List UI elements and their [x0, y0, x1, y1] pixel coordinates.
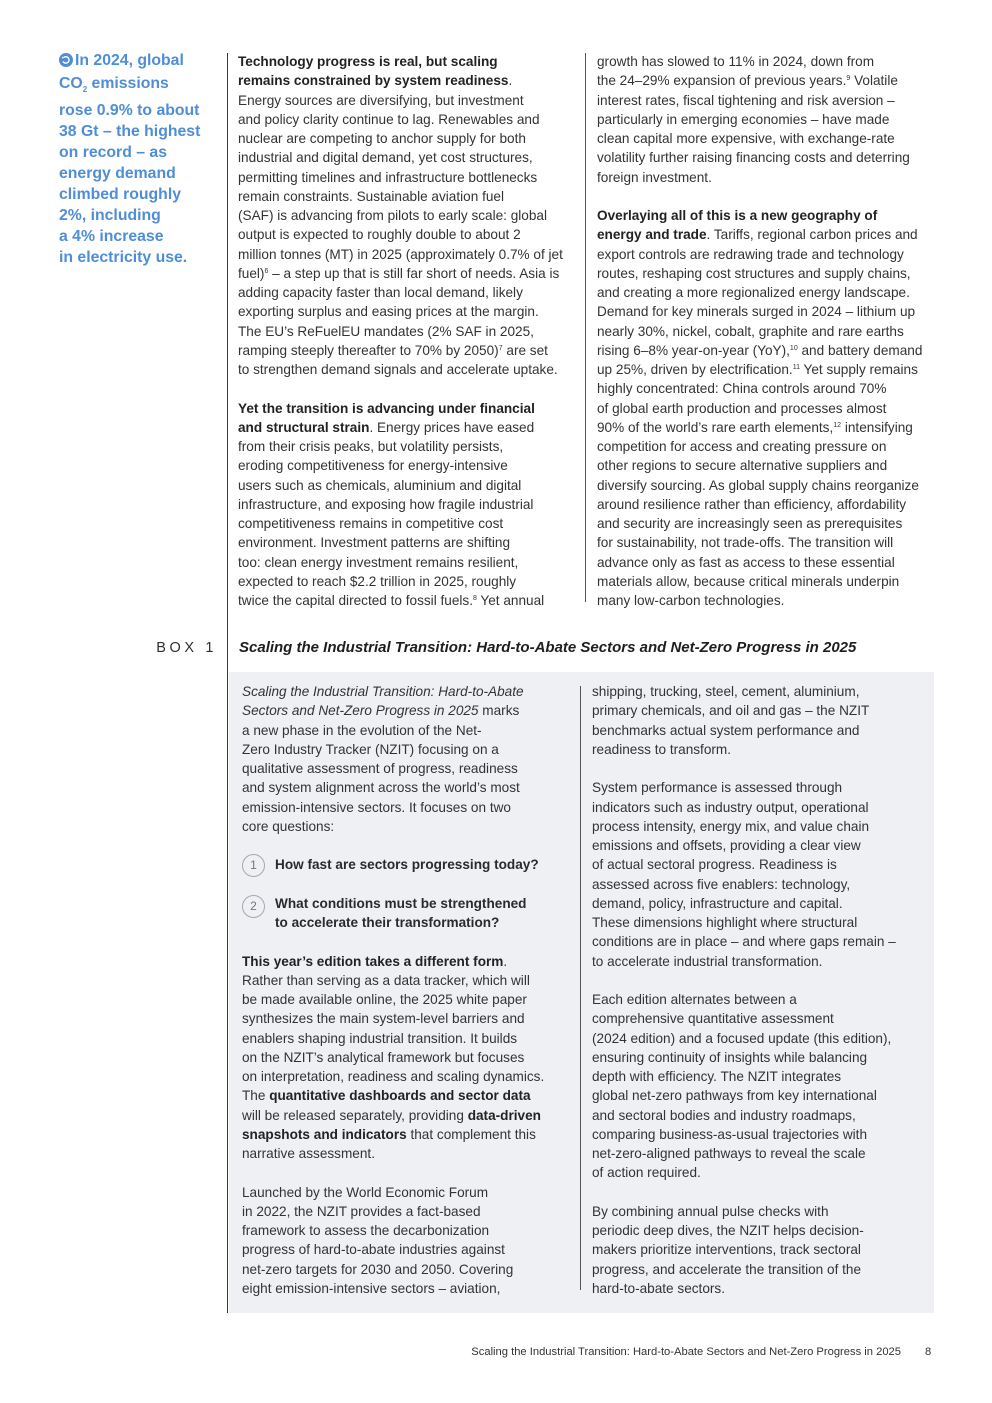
paragraph: Launched by the World Economic Forum in 2022, the NZIT provides a fact-based framework to assess the decarbonization progress of hard-to-abate industries against net-zero targets for 2030 and 2050. Covering eight emission-intensive sectors – aviation, [242, 1184, 514, 1296]
paragraph: shipping, trucking, steel, cement, aluminium, primary chemicals, and oil and gas – the NZIT benchmarks actual system performance and readiness to transform. [592, 684, 870, 757]
box-title: Scaling the Industrial Transition: Hard-to-Abate Sectors and Net-Zero Progress in 2025 [239, 639, 857, 656]
paragraph: Yet the transition is advancing under financial and structural strain. Energy prices have eased from their crisis peaks, but volatility persists, eroding competitiveness for energy-intensive users such as chemicals, aluminium and digital infrastructure, and exposing how fragile industrial competitiveness remains in competitive cost environment. Investment patterns are shifting too: clean energy investment remains resilient, expected to reach $2.2 trillion in 2025, roughly twice the capital directed to fossil fuels.$^8$ Yet annual [238, 400, 545, 608]
box-column-divider [580, 686, 581, 1290]
paragraph: Technology progress is real, but scaling remains constrained by system readiness. Energy sources are diversifying, but investment and policy clarity continue to lag. Renewables and nuclear are competing to anchor supply for both industrial and digital demand, yet cost structures, permitting timelines and infrastructure bottlenecks remain constraints. Sustainable aviation fuel (SAF) is advancing from pilots to early scale: global output is expected to roughly double to about 2 million tonnes (MT) in 2025 (approximately 0.7% of jet fuel)$^6$ – a step up that is still far short of needs. Asia is adding capacity faster than local demand, likely exporting surplus and easing prices at the margin. The EU’s ReFuelEU mandates (2% SAF in 2025, ramping steeply thereafter to 70% by 2050)$^7$ are set to strengthen demand signals and accelerate uptake. [238, 54, 563, 377]
paragraph: Each edition alternates between a comprehensive quantitative assessment (2024 edition) and a focused update (this edition), ensuring continuity of insights while balancing depth with efficiency. The NZIT integrates global net-zero pathways from key international and sectoral bodies and industry roadmaps, comparing business-as-usual trajectories with net-zero-aligned pathways to reveal the scale of action required. [592, 992, 892, 1181]
refresh-arrow-icon [59, 52, 73, 73]
number-badge: 1 [242, 854, 265, 877]
body-column-2 [597, 52, 942, 610]
question-2: 2 What conditions must be strengthened to accelerate their transformation? [242, 894, 572, 933]
body-column-1 [238, 52, 578, 610]
page-number: 8 [925, 1346, 932, 1358]
pull-quote: In 2024, global $CO_2$ emissions rose 0.9% to about 38 Gt – the highest on record – as energy demand climbed roughly 2%, including a 4% increase in electricity use. [59, 52, 201, 267]
paragraph: System performance is assessed through indicators such as industry output, operational process intensity, energy mix, and value chain emissions and offsets, providing a clear view of actual sectoral progress. Readiness is assessed across five enablers: technology, demand, policy, infrastructure and capital. These dimensions highlight where structural conditions are in place – and where gaps remain – to accelerate industrial transformation. [592, 780, 896, 969]
number-badge: 2 [242, 895, 265, 918]
column-divider [585, 53, 586, 602]
paragraph: Scaling the Industrial Transition: Hard-to-Abate Sectors and Net-Zero Progress in 2025 marks a new phase in the evolution of the Net- Zero Industry Tracker (NZIT) focusing on a qualitative assessment of progress, readiness and system alignment across the world’s most emission-intensive sectors. It focuses on two core questions: [242, 684, 524, 834]
running-footer-title: Scaling the Industrial Transition: Hard-to-Abate Sectors and Net-Zero Progress in 2025 [471, 1346, 901, 1358]
paragraph: By combining annual pulse checks with periodic deep dives, the NZIT helps decision- makers prioritize interventions, track sectoral progress, and accelerate the transition of the hard-to-abate sectors. [592, 1203, 864, 1296]
question-1: 1 How fast are sectors progressing today? [242, 855, 572, 874]
paragraph: growth has slowed to 11% in 2024, down from the 24–29% expansion of previous years.$^9$ Volatile interest rates, fiscal tightening and risk aversion – particularly in emerging economies – have made clean capital more expensive, with exchange-rate volatility further raising financing costs and deterring foreign investment. [597, 54, 910, 185]
left-rule [227, 53, 228, 1313]
box-column-left [242, 682, 572, 1298]
paragraph: This year’s edition takes a different form. Rather than serving as a data tracker, which will be made available online, the 2025 white paper synthesizes the main system-level barriers and enablers shaping industrial transition. It builds on the NZIT’s analytical framework but focuses on interpretation, readiness and scaling dynamics. The quantitative dashboards and sector data will be released separately, providing data-driven snapshots and indicators that complement this narrative assessment. [242, 953, 545, 1161]
box-label: BOX 1 [156, 640, 217, 656]
paragraph: Overlaying all of this is a new geography of energy and trade. Tariffs, regional carbon prices and export controls are redrawing trade and technology routes, reshaping cost structures and supply chains, and creating a more regionalized energy landscape. Demand for key minerals surged in 2024 – lithium up nearly 30%, nickel, cobalt, graphite and rare earths rising 6–8% year-on-year (YoY),$^{10}$ and battery demand up 25%, driven by electrification.$^{11}$ Yet supply remains highly concentrated: China controls around 70% of global earth production and processes almost 90% of the world’s rare earth elements,$^{12}$ intensifying competition for access and creating pressure on other regions to secure alternative suppliers and diversify sourcing. As global supply chains reorganize around resilience rather than efficiency, affordability and security are increasingly seen as prerequisites for sustainability, not trade-offs. The transition will advance only as fast as access to these essential materials allow, because critical minerals underpin many low-carbon technologies. [597, 208, 923, 608]
box-column-right [592, 682, 927, 1298]
